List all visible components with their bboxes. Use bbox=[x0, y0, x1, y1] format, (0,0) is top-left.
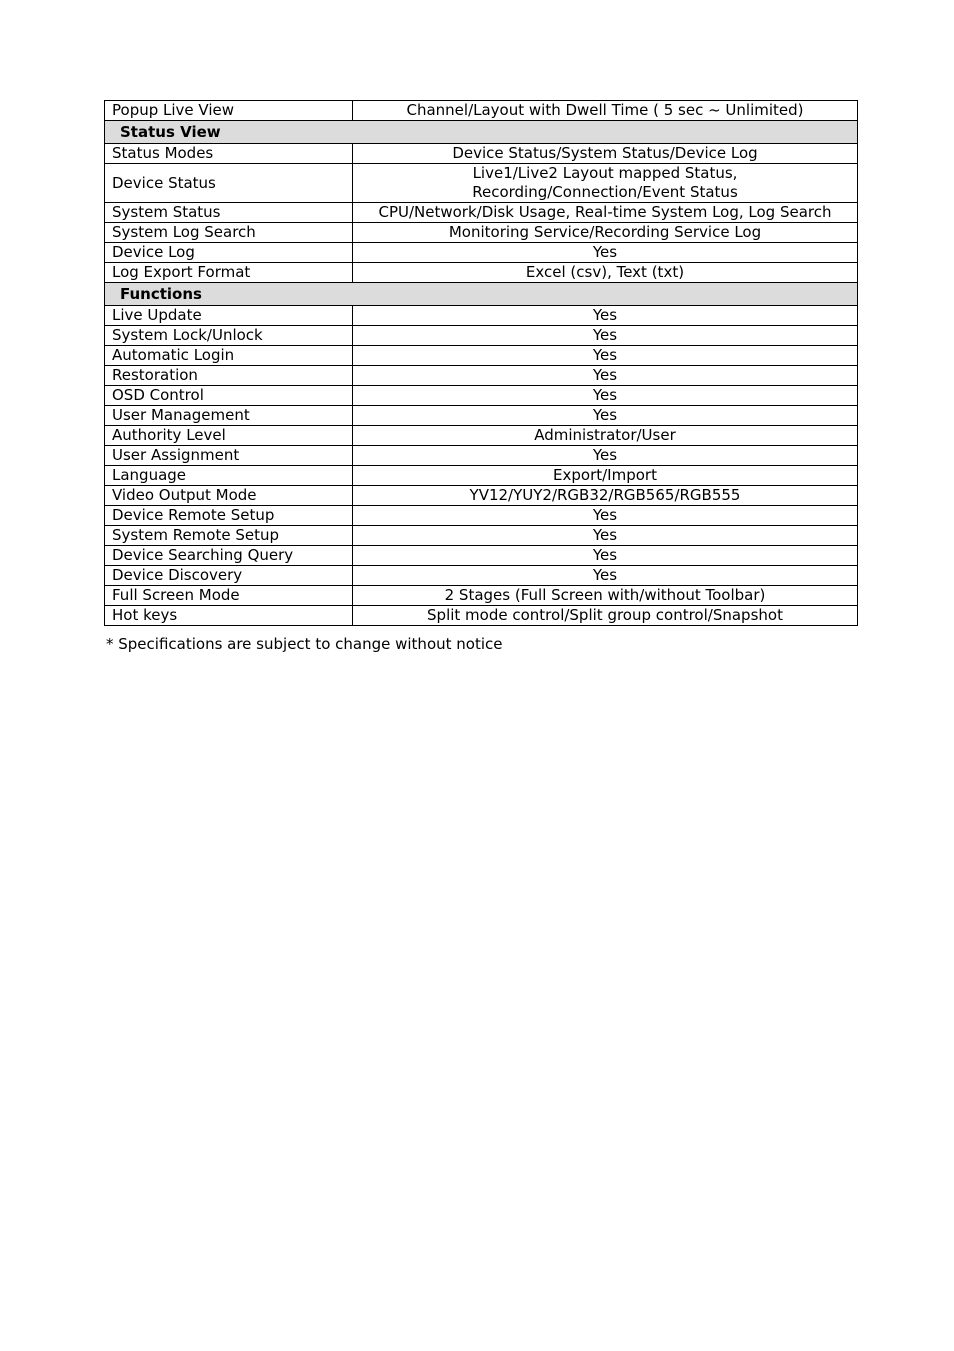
row-value: Yes bbox=[353, 526, 858, 546]
table-row bbox=[105, 164, 858, 203]
row-value: Excel (csv), Text (txt) bbox=[353, 263, 858, 283]
table-row bbox=[105, 606, 858, 626]
section-header-status-view bbox=[105, 121, 858, 144]
table-row bbox=[105, 526, 858, 546]
row-label: User Assignment bbox=[105, 446, 353, 466]
table-row bbox=[105, 406, 858, 426]
row-label: Device Discovery bbox=[105, 566, 353, 586]
table-row bbox=[105, 506, 858, 526]
table-row bbox=[105, 223, 858, 243]
table-row bbox=[105, 203, 858, 223]
row-value: Yes bbox=[353, 306, 858, 326]
row-label: Log Export Format bbox=[105, 263, 353, 283]
table-row bbox=[105, 346, 858, 366]
table-row bbox=[105, 566, 858, 586]
row-label: Device Log bbox=[105, 243, 353, 263]
row-value: CPU/Network/Disk Usage, Real-time System Log, Log Search bbox=[353, 203, 858, 223]
row-label: Popup Live View bbox=[105, 101, 353, 121]
section-title: Status View bbox=[105, 121, 858, 144]
row-value: Yes bbox=[353, 566, 858, 586]
row-label: Status Modes bbox=[105, 144, 353, 164]
row-value: Split mode control/Split group control/Snapshot bbox=[353, 606, 858, 626]
row-label: Language bbox=[105, 466, 353, 486]
row-value: Device Status/System Status/Device Log bbox=[353, 144, 858, 164]
row-value: Monitoring Service/Recording Service Log bbox=[353, 223, 858, 243]
table-row bbox=[105, 144, 858, 164]
section-title: Functions bbox=[105, 283, 858, 306]
row-label: Automatic Login bbox=[105, 346, 353, 366]
section-header-functions bbox=[105, 283, 858, 306]
row-value-line: Recording/Connection/Event Status bbox=[472, 183, 738, 201]
table-row bbox=[105, 586, 858, 606]
table-row bbox=[105, 101, 858, 121]
table-row bbox=[105, 243, 858, 263]
row-value: Yes bbox=[353, 406, 858, 426]
row-value: YV12/YUY2/RGB32/RGB565/RGB555 bbox=[353, 486, 858, 506]
table-row bbox=[105, 446, 858, 466]
table-row bbox=[105, 326, 858, 346]
row-value: Export/Import bbox=[353, 466, 858, 486]
row-label: Hot keys bbox=[105, 606, 353, 626]
row-value: Yes bbox=[353, 243, 858, 263]
row-value: Yes bbox=[353, 446, 858, 466]
table-row bbox=[105, 386, 858, 406]
row-label: OSD Control bbox=[105, 386, 353, 406]
table-row bbox=[105, 546, 858, 566]
row-value bbox=[353, 164, 858, 203]
row-label: Device Remote Setup bbox=[105, 506, 353, 526]
row-value: 2 Stages (Full Screen with/without Toolbar) bbox=[353, 586, 858, 606]
row-label: System Remote Setup bbox=[105, 526, 353, 546]
table-row bbox=[105, 426, 858, 446]
row-value: Yes bbox=[353, 346, 858, 366]
table-row bbox=[105, 263, 858, 283]
row-value: Yes bbox=[353, 546, 858, 566]
row-value: Yes bbox=[353, 506, 858, 526]
row-label: Live Update bbox=[105, 306, 353, 326]
spec-table bbox=[104, 100, 858, 626]
table-row bbox=[105, 486, 858, 506]
row-label: User Management bbox=[105, 406, 353, 426]
row-value: Yes bbox=[353, 366, 858, 386]
row-label: Full Screen Mode bbox=[105, 586, 353, 606]
row-label: System Status bbox=[105, 203, 353, 223]
row-value: Channel/Layout with Dwell Time ( 5 sec ~ Unlimited) bbox=[353, 101, 858, 121]
row-value: Yes bbox=[353, 326, 858, 346]
row-label: System Lock/Unlock bbox=[105, 326, 353, 346]
table-row bbox=[105, 366, 858, 386]
row-label: Device Status bbox=[105, 164, 353, 203]
row-value: Administrator/User bbox=[353, 426, 858, 446]
row-label: Video Output Mode bbox=[105, 486, 353, 506]
row-label: Authority Level bbox=[105, 426, 353, 446]
row-label: Device Searching Query bbox=[105, 546, 353, 566]
row-value: Yes bbox=[353, 386, 858, 406]
row-label: System Log Search bbox=[105, 223, 353, 243]
row-value-line: Live1/Live2 Layout mapped Status, bbox=[472, 164, 738, 182]
table-row bbox=[105, 466, 858, 486]
table-row bbox=[105, 306, 858, 326]
row-label: Restoration bbox=[105, 366, 353, 386]
footnote: * Specifications are subject to change without notice bbox=[106, 635, 503, 653]
